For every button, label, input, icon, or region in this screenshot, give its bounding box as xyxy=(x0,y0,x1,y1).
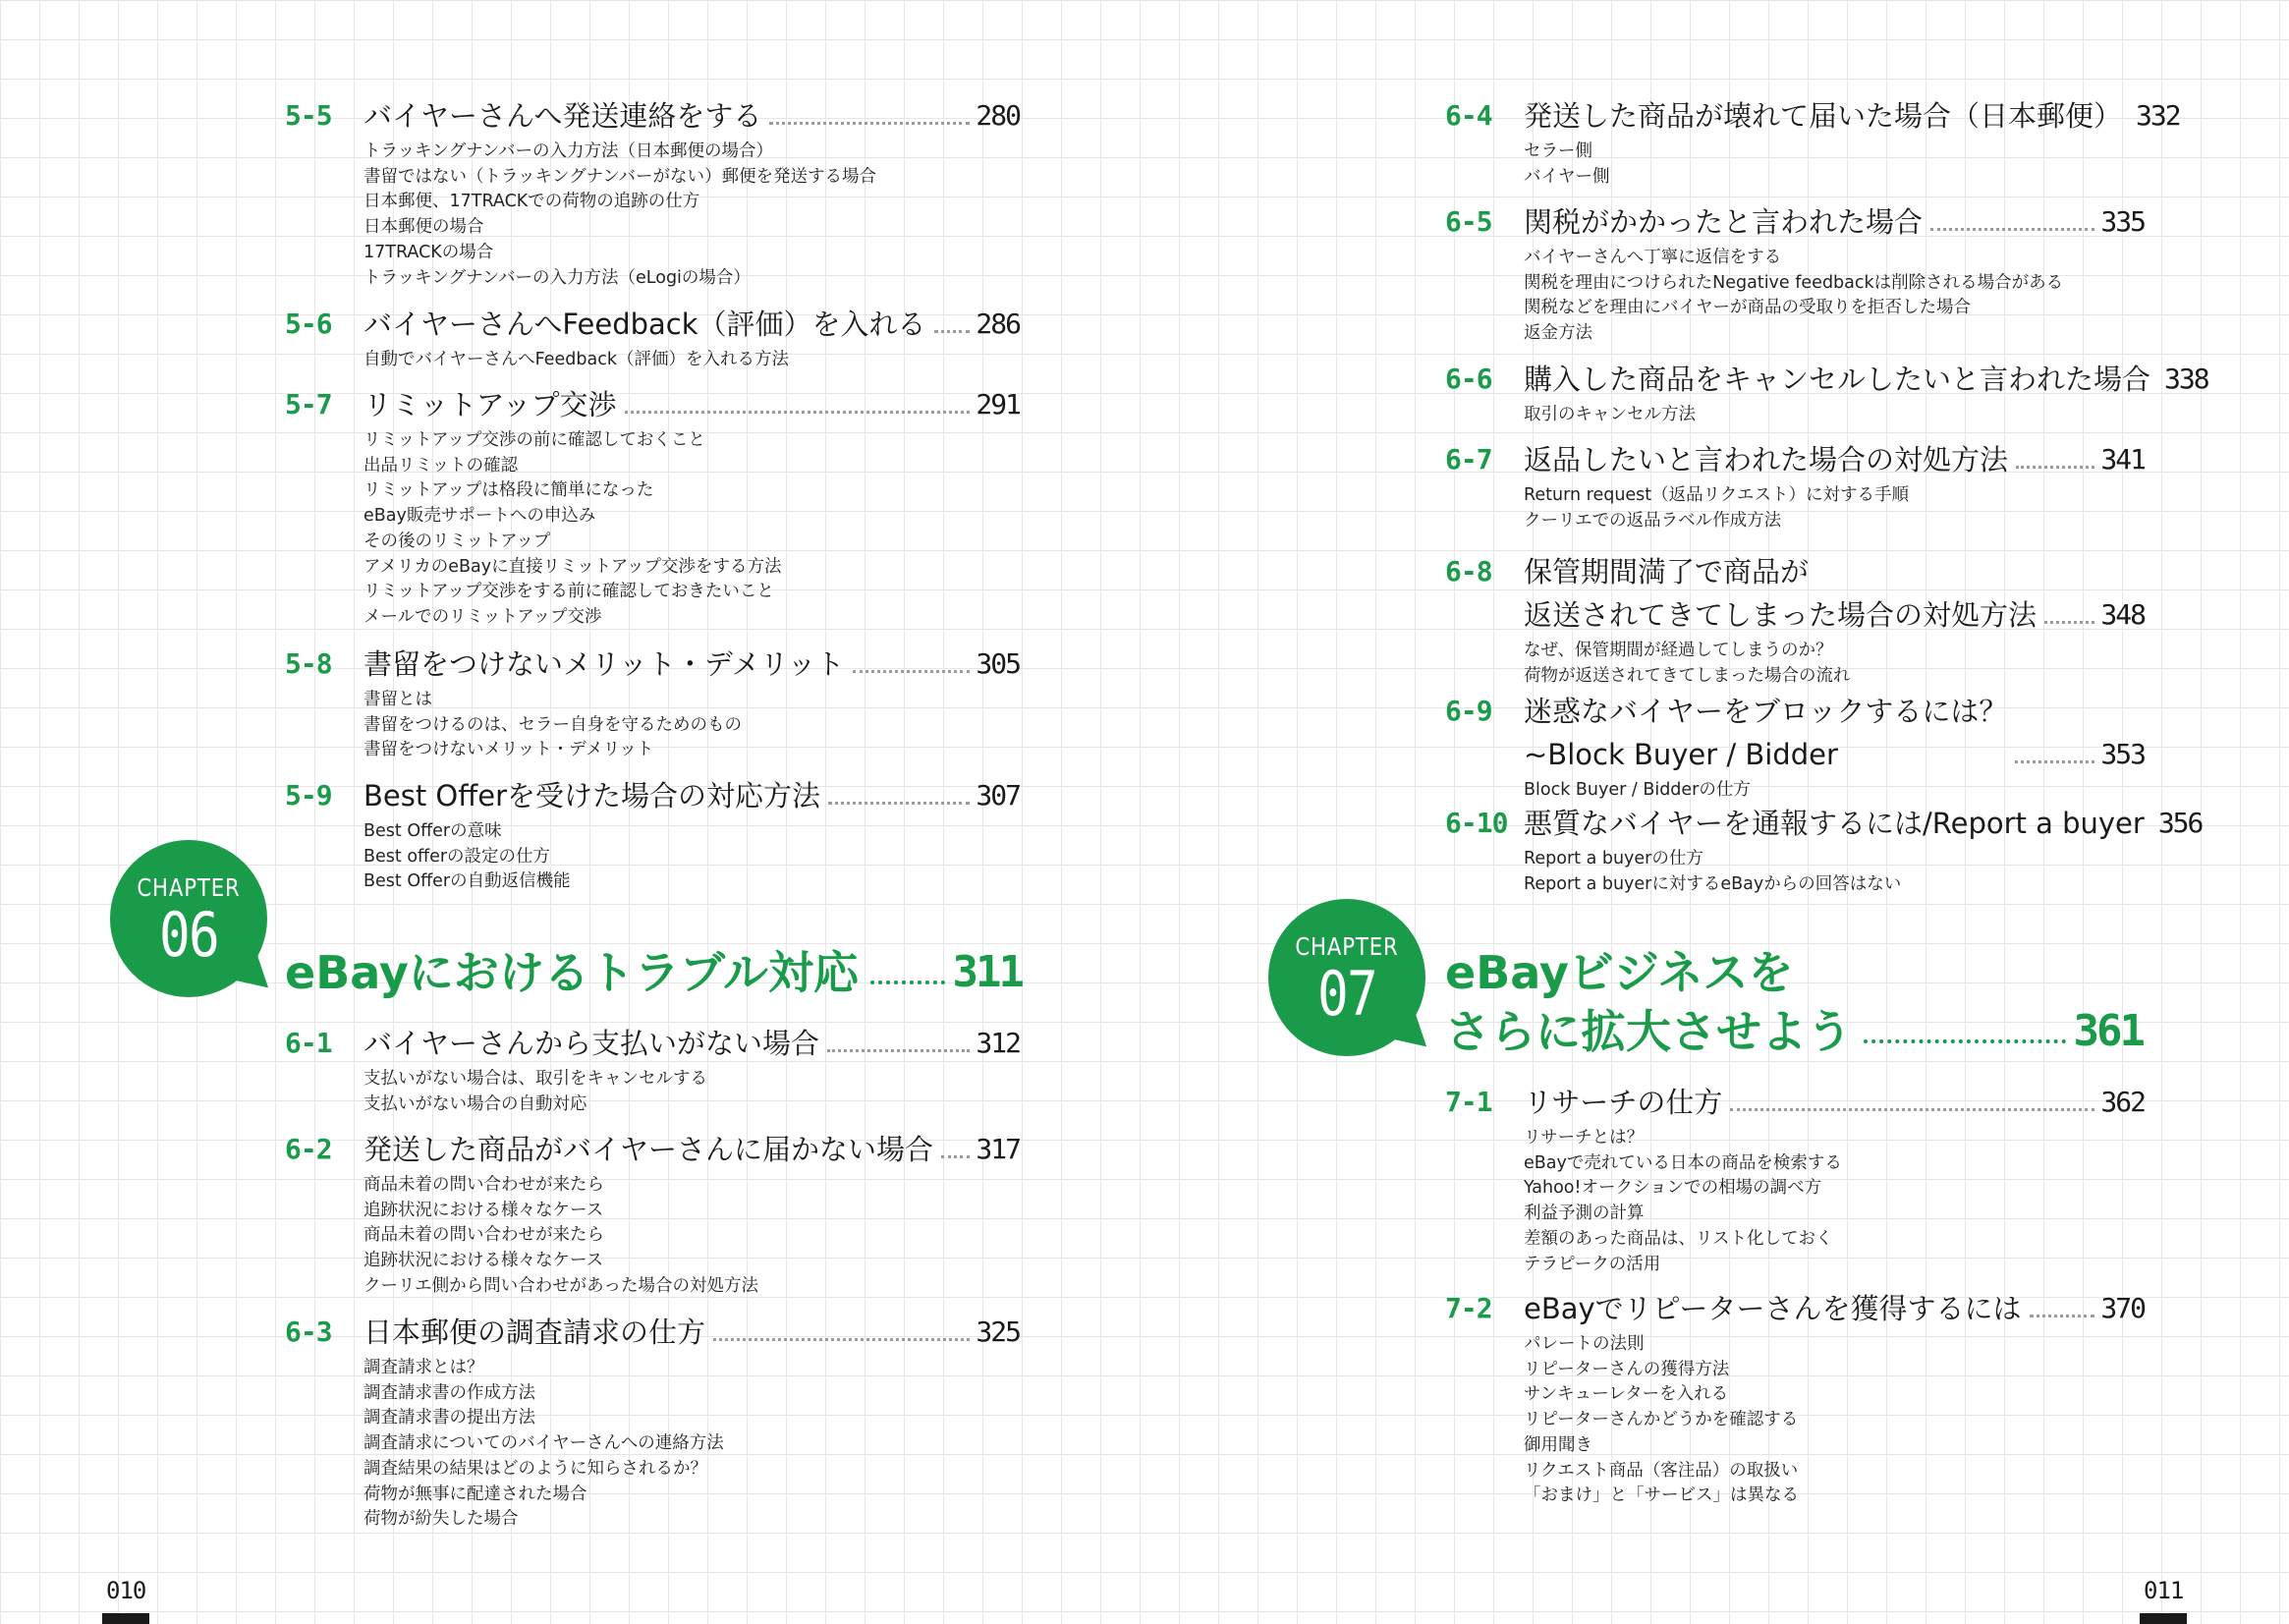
subsection-item: 調査結果の結果はどのように知らされるか？ xyxy=(363,1458,707,1479)
subsection-item: Yahoo!オークションでの相場の調べ方 xyxy=(1524,1178,1822,1199)
page-number: 325 xyxy=(976,1316,1020,1348)
subsection-item: 調査請求についてのバイヤーさんへの連絡方法 xyxy=(363,1433,724,1454)
section-number: 6-5 xyxy=(1445,205,1492,238)
page-number: 370 xyxy=(2100,1292,2145,1324)
section-number: 5-6 xyxy=(285,308,332,340)
entry-heading xyxy=(1524,94,2180,138)
page-number: 286 xyxy=(976,308,1020,340)
dot-leader xyxy=(941,1155,970,1158)
toc-entry[interactable] xyxy=(1445,438,2145,533)
subsection-item: クーリエ側から問い合わせがあった場合の対処方法 xyxy=(363,1275,758,1296)
subsection-item: 出品リミットの確認 xyxy=(363,455,519,476)
subsection-list xyxy=(363,428,1020,631)
page-number: 317 xyxy=(976,1133,1020,1165)
subsection-item: Return request（返品リクエスト）に対する手順 xyxy=(1524,485,1909,505)
section-title: 発送した商品が壊れて届いた場合（日本郵便） xyxy=(1524,99,2123,133)
dot-leader xyxy=(2030,1315,2095,1317)
subsection-item: その後のリミットアップ xyxy=(363,531,551,551)
chapter-title: eBayビジネスを さらに拡大させよう xyxy=(1445,946,1852,1058)
subsection-list xyxy=(1524,140,2145,190)
subsection-item: クーリエでの返品ラベル作成方法 xyxy=(1524,510,1782,531)
subsection-item: バイヤー側 xyxy=(1524,166,1610,187)
dot-leader xyxy=(1930,228,2094,231)
section-number: 5-9 xyxy=(285,779,332,812)
subsection-item: リサーチとは？ xyxy=(1524,1128,1645,1148)
subsection-item: 荷物が無事に配達された場合 xyxy=(363,1484,587,1504)
chapter-07-badge xyxy=(1268,899,1435,1066)
subsection-item: 利益予測の計算 xyxy=(1524,1204,1645,1224)
toc-entry[interactable] xyxy=(1445,358,2208,428)
section-title: バイヤーさんへ発送連絡をする xyxy=(363,99,762,133)
subsection-item: 関税などを理由にバイヤーが商品の受取りを拒否した場合 xyxy=(1524,298,1971,318)
entry-heading xyxy=(363,643,1020,686)
subsection-list xyxy=(363,348,1020,373)
dot-leader xyxy=(2015,760,2094,763)
subsection-item: パレートの法則 xyxy=(1524,1334,1645,1354)
subsection-item: アメリカのeBayに直接リミットアップ交渉をする方法 xyxy=(363,556,782,577)
entry-heading xyxy=(363,1311,1020,1354)
toc-entry[interactable] xyxy=(285,774,1020,895)
subsection-item: 17TRACKの場合 xyxy=(363,242,494,262)
subsection-item: リミットアップ交渉をする前に確認しておきたいこと xyxy=(363,582,774,602)
subsection-item: テラピークの活用 xyxy=(1524,1254,1661,1274)
subsection-item: 取引のキャンセル方法 xyxy=(1524,405,1696,424)
entry-heading xyxy=(1524,1287,2145,1330)
section-title: 悪質なバイヤーを通報するには/Report a buyer xyxy=(1524,807,2145,840)
subsection-item: 調査請求書の提出方法 xyxy=(363,1408,535,1428)
chapter-06-badge xyxy=(110,840,277,1007)
section-title: リミットアップ交渉 xyxy=(363,388,617,421)
dot-leader xyxy=(625,411,971,414)
subsection-item: リミットアップは格段に簡単になった xyxy=(363,480,654,501)
section-number: 6-4 xyxy=(1445,99,1492,132)
toc-entry[interactable] xyxy=(1445,802,2203,897)
subsection-item: eBay販売サポートへの申込み xyxy=(363,506,596,527)
entry-heading xyxy=(1524,1081,2145,1124)
subsection-item: 追跡状況における様々なケース xyxy=(363,1200,604,1220)
page-number: 348 xyxy=(2100,598,2145,631)
toc-entry[interactable] xyxy=(1445,1287,2145,1509)
section-number: 6-3 xyxy=(285,1316,332,1348)
section-number: 5-8 xyxy=(285,647,332,680)
dot-leader xyxy=(870,980,944,984)
section-title: eBayでリピーターさんを獲得するには xyxy=(1524,1292,2022,1325)
dot-leader xyxy=(2016,466,2094,469)
section-title: 書留をつけないメリット・デメリット xyxy=(363,647,845,681)
chapter-page-number: 311 xyxy=(952,947,1022,997)
page-number: 332 xyxy=(2136,99,2180,132)
toc-entry[interactable] xyxy=(1445,1081,2145,1277)
section-title: リサーチの仕方 xyxy=(1524,1086,1723,1119)
page-number: 280 xyxy=(976,99,1020,132)
subsection-item: 追跡状況における様々なケース xyxy=(363,1251,604,1271)
subsection-item: 荷物が返送されてきてしまった場合の流れ xyxy=(1524,665,1851,686)
subsection-list xyxy=(363,1173,1020,1300)
toc-entry[interactable] xyxy=(285,1311,1020,1533)
subsection-item: 調査請求書の作成方法 xyxy=(363,1382,535,1403)
subsection-item: サンキューレターを入れる xyxy=(1524,1384,1729,1405)
page-number: 341 xyxy=(2100,443,2145,476)
section-number: 6-2 xyxy=(285,1133,332,1165)
entry-heading xyxy=(363,1022,1020,1065)
page-number: 305 xyxy=(976,647,1020,680)
subsection-item: Best Offerの自動返信機能 xyxy=(363,871,571,892)
page-number: 353 xyxy=(2100,738,2145,770)
toc-entry[interactable] xyxy=(285,1128,1020,1300)
section-title: 発送した商品がバイヤーさんに届かない場合 xyxy=(363,1133,934,1166)
toc-entry[interactable] xyxy=(285,94,1020,291)
section-title: Best Offerを受けた場合の対応方法 xyxy=(363,779,821,812)
page-folio: 011 xyxy=(2144,1577,2184,1604)
entry-heading xyxy=(1524,550,2145,637)
section-number: 7-1 xyxy=(1445,1086,1492,1118)
page-number: 356 xyxy=(2157,807,2203,839)
subsection-item: 御用聞き xyxy=(1524,1434,1592,1455)
subsection-list xyxy=(363,140,1020,291)
folio-bar xyxy=(102,1613,149,1624)
subsection-item: 返金方法 xyxy=(1524,323,1592,344)
section-number: 6-6 xyxy=(1445,363,1492,395)
subsection-item: 日本郵便の場合 xyxy=(363,217,484,238)
toc-entry[interactable] xyxy=(285,383,1020,631)
subsection-item: 「おまけ」と「サービス」は異なる xyxy=(1524,1485,1799,1506)
subsection-item: 書留をつけないメリット・デメリット xyxy=(363,740,654,760)
chapter-number: 07 xyxy=(1316,958,1377,1030)
left-page xyxy=(0,0,1144,1624)
subsection-item: 書留ではない（トラッキングナンバーがない）郵便を発送する場合 xyxy=(363,166,877,187)
subsection-item: リクエスト商品（客注品）の取扱い xyxy=(1524,1460,1799,1481)
chapter-title: eBayにおけるトラブル対応 xyxy=(285,946,860,999)
subsection-item: リミットアップ交渉の前に確認しておくこと xyxy=(363,430,705,450)
section-title: 迷惑なバイヤーをブロックするには？ ~Block Buyer / Bidder xyxy=(1524,695,2008,771)
section-title: 関税がかかったと言われた場合 xyxy=(1524,205,1924,239)
section-number: 5-5 xyxy=(285,99,332,132)
subsection-item: メールでのリミットアップ交渉 xyxy=(363,606,602,627)
dot-leader xyxy=(1730,1108,2094,1111)
subsection-list xyxy=(1524,1332,2145,1509)
subsection-item: トラッキングナンバーの入力方法（日本郵便の場合） xyxy=(363,141,774,161)
subsection-item: Block Buyer / Bidderの仕方 xyxy=(1524,780,1751,800)
section-title: 保管期間満了で商品が 返送されてきてしまった場合の対処方法 xyxy=(1524,555,2038,632)
subsection-list xyxy=(363,1356,1020,1533)
entry-heading xyxy=(1524,690,2145,776)
subsection-item: 商品未着の問い合わせが来たら xyxy=(363,1175,604,1195)
subsection-item: 支払いがない場合は、取引をキャンセルする xyxy=(363,1069,707,1089)
section-title: バイヤーさんへFeedback（評価）を入れる xyxy=(363,308,926,341)
subsection-list xyxy=(1524,639,2145,689)
subsection-list xyxy=(1524,483,2145,533)
page-number: 307 xyxy=(976,779,1020,812)
section-number: 5-7 xyxy=(285,388,332,420)
page-number: 338 xyxy=(2164,363,2208,395)
toc-entry[interactable] xyxy=(285,303,1020,373)
subsection-item: 荷物が紛失した場合 xyxy=(363,1509,519,1530)
subsection-item: なぜ、保管期間が経過してしまうのか？ xyxy=(1524,641,1833,660)
subsection-list xyxy=(1524,246,2145,347)
dot-leader xyxy=(2044,621,2094,624)
chapter-06-heading[interactable] xyxy=(285,943,1022,1002)
entry-heading xyxy=(1524,438,2145,481)
subsection-item: リピーターさんの獲得方法 xyxy=(1524,1359,1730,1379)
dot-leader xyxy=(853,670,971,673)
subsection-item: トラッキングナンバーの入力方法（eLogiの場合） xyxy=(363,267,751,288)
dot-leader xyxy=(713,1338,970,1341)
chapter-label: CHAPTER xyxy=(1295,932,1399,961)
entry-heading xyxy=(1524,358,2208,401)
entry-heading xyxy=(1524,200,2145,244)
entry-heading xyxy=(363,383,1020,426)
chapter-07-heading[interactable] xyxy=(1445,943,2143,1061)
subsection-item: Report a buyerの仕方 xyxy=(1524,849,1703,868)
subsection-item: セラー側 xyxy=(1524,141,1592,161)
page-folio: 010 xyxy=(106,1577,146,1604)
toc-entry[interactable] xyxy=(1445,200,2145,347)
subsection-item: 書留とは xyxy=(363,690,432,709)
section-number: 6-10 xyxy=(1445,807,1508,839)
entry-heading xyxy=(363,774,1020,817)
subsection-item: Best offerの設定の仕方 xyxy=(363,846,551,867)
chapter-page-number: 361 xyxy=(2073,1006,2143,1056)
toc-entry[interactable] xyxy=(1445,690,2145,804)
subsection-item: eBayで売れている日本の商品を検索する xyxy=(1524,1152,1842,1173)
page-number: 362 xyxy=(2100,1086,2145,1118)
subsection-list xyxy=(363,819,1020,895)
section-number: 6-1 xyxy=(285,1027,332,1059)
entry-heading xyxy=(363,94,1020,138)
subsection-item: 日本郵便、17TRACKでの荷物の追跡の仕方 xyxy=(363,192,700,212)
subsection-list xyxy=(1524,1126,2145,1277)
subsection-item: Report a buyerに対するeBayからの回答はない xyxy=(1524,873,1902,894)
subsection-item: バイヤーさんへ丁寧に返信をする xyxy=(1524,248,1782,267)
page-number: 335 xyxy=(2100,205,2145,238)
section-number: 6-8 xyxy=(1445,555,1492,588)
section-number: 7-2 xyxy=(1445,1292,1492,1324)
subsection-list xyxy=(1524,847,2145,897)
subsection-item: リピーターさんかどうかを確認する xyxy=(1524,1410,1799,1430)
toc-entry[interactable] xyxy=(1445,550,2145,689)
page-number: 312 xyxy=(976,1027,1020,1059)
section-number: 6-9 xyxy=(1445,695,1492,727)
toc-entry[interactable] xyxy=(285,1022,1020,1117)
entry-heading xyxy=(1524,802,2203,845)
chapter-label: CHAPTER xyxy=(137,873,241,902)
page-number: 291 xyxy=(976,388,1020,420)
entry-heading xyxy=(363,303,1020,346)
toc-entry[interactable] xyxy=(1445,94,2180,190)
section-title: 購入した商品をキャンセルしたいと言われた場合 xyxy=(1524,363,2151,396)
subsection-list xyxy=(1524,778,2145,804)
toc-entry[interactable] xyxy=(285,643,1020,763)
subsection-list xyxy=(1524,403,2145,428)
section-number: 6-7 xyxy=(1445,443,1492,476)
section-title: 返品したいと言われた場合の対処方法 xyxy=(1524,443,2009,476)
subsection-item: Best Offerの意味 xyxy=(363,821,502,841)
subsection-item: 差額のあった商品は、リスト化しておく xyxy=(1524,1228,1833,1249)
section-title: 日本郵便の調査請求の仕方 xyxy=(363,1316,706,1349)
subsection-item: 調査請求とは？ xyxy=(363,1358,484,1377)
subsection-item: 関税を理由につけられたNegative feedbackは削除される場合がある xyxy=(1524,272,2064,293)
chapter-number: 06 xyxy=(158,899,219,971)
subsection-item: 支払いがない場合の自動対応 xyxy=(363,1093,587,1114)
subsection-item: 書留をつけるのは、セラー自身を守るためのもの xyxy=(363,714,742,735)
folio-bar xyxy=(2140,1613,2187,1624)
entry-heading xyxy=(363,1128,1020,1171)
subsection-list xyxy=(363,688,1020,763)
section-title: バイヤーさんから支払いがない場合 xyxy=(363,1027,820,1060)
right-page xyxy=(1144,0,2289,1624)
dot-leader xyxy=(769,122,970,125)
dot-leader xyxy=(828,802,970,805)
dot-leader xyxy=(827,1049,970,1052)
subsection-list xyxy=(363,1067,1020,1117)
dot-leader xyxy=(934,330,971,333)
subsection-item: 自動でバイヤーさんへFeedback（評価）を入れる方法 xyxy=(363,350,789,369)
subsection-item: 商品未着の問い合わせが来たら xyxy=(363,1225,604,1246)
dot-leader xyxy=(1864,1039,2066,1043)
